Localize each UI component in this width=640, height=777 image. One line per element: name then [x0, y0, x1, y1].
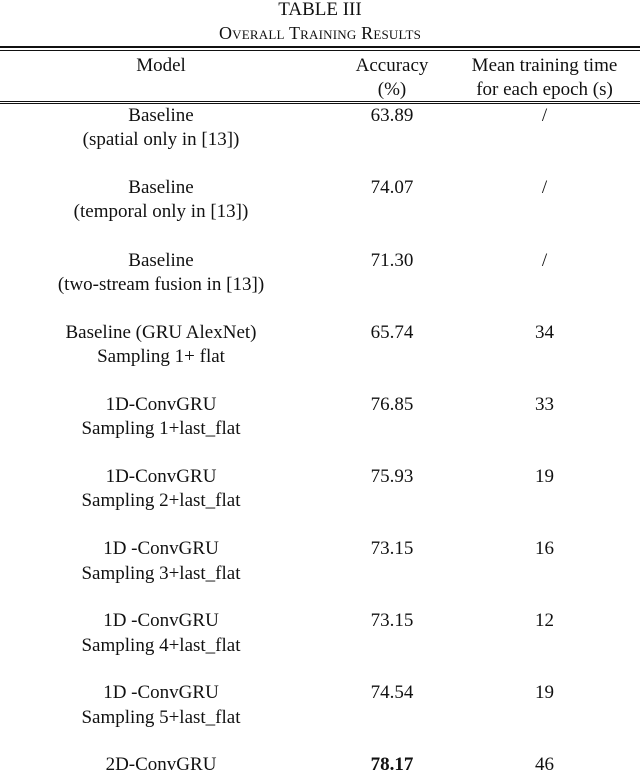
time-value: 34	[535, 322, 554, 343]
time-value: 12	[535, 610, 554, 631]
accuracy-value-best: 78.17	[370, 754, 414, 775]
top-rule-inner	[0, 50, 640, 51]
accuracy-value: 71.30	[370, 250, 414, 271]
model-detail: (temporal only in [13])	[73, 201, 249, 222]
model-name: 1D -ConvGRU	[103, 538, 219, 559]
model-detail: Sampling 2+last_flat	[81, 490, 241, 511]
top-rule	[0, 46, 640, 48]
model-name: 2D-ConvGRU	[105, 754, 217, 775]
time-value: /	[541, 250, 548, 271]
header-time-unit: for each epoch (s)	[476, 79, 613, 100]
time-value: /	[541, 177, 548, 198]
model-name: Baseline (GRU AlexNet)	[65, 322, 257, 343]
table-title: Overall Training Results	[218, 23, 422, 43]
model-name: Baseline	[128, 105, 194, 126]
accuracy-value: 75.93	[370, 466, 414, 487]
accuracy-value: 73.15	[370, 610, 414, 631]
model-detail: (spatial only in [13])	[82, 129, 240, 150]
time-value: /	[541, 105, 548, 126]
header-model: Model	[136, 55, 186, 76]
model-name: 1D -ConvGRU	[103, 682, 219, 703]
header-rule	[0, 101, 640, 102]
time-value: 19	[535, 682, 554, 703]
model-name: Baseline	[128, 250, 194, 271]
accuracy-value: 74.07	[370, 177, 414, 198]
model-detail: Sampling 1+last_flat	[81, 418, 241, 439]
model-name: 1D -ConvGRU	[103, 610, 219, 631]
model-detail: Sampling 5+last_flat	[81, 707, 241, 728]
header-accuracy-unit: (%)	[377, 79, 407, 100]
table-number: TABLE III	[278, 0, 362, 20]
model-detail: Sampling 4+last_flat	[81, 635, 241, 656]
model-name: 1D-ConvGRU	[105, 466, 217, 487]
model-name: 1D-ConvGRU	[105, 394, 217, 415]
time-value: 19	[535, 466, 554, 487]
header-accuracy: Accuracy	[355, 55, 429, 76]
model-name: Baseline	[128, 177, 194, 198]
time-value: 16	[535, 538, 554, 559]
accuracy-value: 63.89	[370, 105, 414, 126]
accuracy-value: 74.54	[370, 682, 414, 703]
header-time: Mean training time	[471, 55, 618, 76]
accuracy-value: 76.85	[370, 394, 414, 415]
accuracy-value: 73.15	[370, 538, 414, 559]
model-detail: Sampling 3+last_flat	[81, 563, 241, 584]
model-detail: Sampling 1+ flat	[97, 346, 225, 367]
time-value: 33	[535, 394, 554, 415]
accuracy-value: 65.74	[370, 322, 414, 343]
model-detail: (two-stream fusion in [13])	[57, 274, 265, 295]
time-value: 46	[535, 754, 554, 775]
